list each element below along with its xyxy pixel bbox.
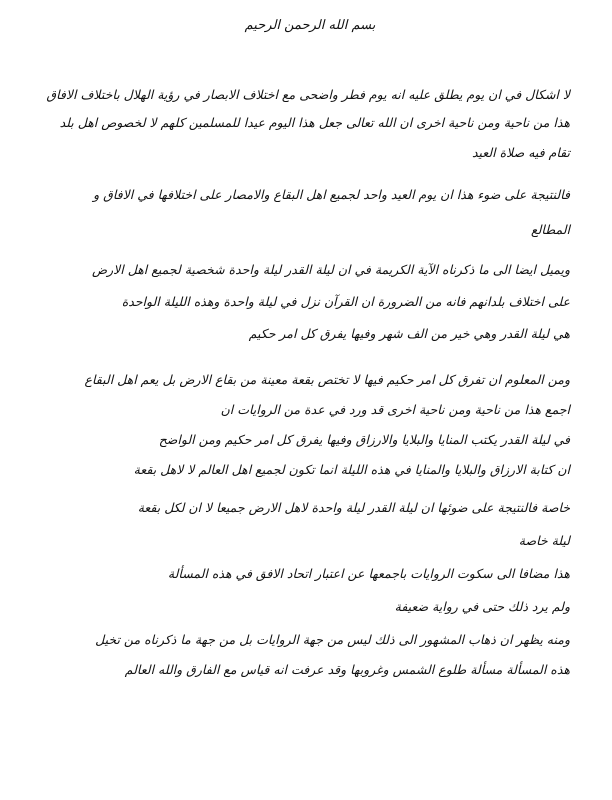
text-line: في ليلة القدر يكتب المنايا والبلايا والارزاق وفيها يفرق كل امر حكيم ومن الواضح [158, 432, 570, 447]
text-line: على اختلاف بلدانهم فانه من الضرورة ان القرآن نزل في ليلة واحدة وهذه الليلة الواحدة [121, 294, 570, 309]
document-heading: بسم الله الرحمن الرحيم [244, 18, 376, 33]
text-line: ومن المعلوم ان تفرق كل امر حكيم فيها لا تختص بقعة معينة من بقاع الارض بل يعم اهل البقاع [84, 372, 570, 387]
text-line: هي ليلة القدر وهي خير من الف شهر وفيها يفرق كل امر حكيم [248, 326, 570, 341]
text-line: ان كتابة الارزاق والبلايا والمنايا في هذه الليلة انما تكون لجميع اهل العالم لا لاهل بقعة [133, 462, 570, 477]
text-line: ولم يرد ذلك حتى في رواية ضعيفة [394, 599, 570, 614]
text-line: فالنتيجة على ضوء هذا ان يوم العيد واحد لجميع اهل البقاع والامصار على اختلافها في الافاق و [93, 187, 570, 202]
text-line: اجمع هذا من ناحية ومن ناحية اخرى قد ورد في عدة من الروايات ان [220, 402, 570, 417]
text-line: ومنه يظهر ان ذهاب المشهور الى ذلك ليس من جهة الروايات بل من جهة ما ذكرناه من تخيل [95, 632, 570, 647]
text-line: ليلة خاصة [518, 533, 570, 548]
text-line: هذا مضافا الى سكوت الروايات باجمعها عن اعتبار اتحاد الافق في هذه المسألة [167, 566, 570, 581]
text-line: ويميل ايضا الى ما ذكرناه الآية الكريمة في ان ليلة القدر ليلة واحدة شخصية لجميع اهل الارض [92, 262, 570, 277]
text-line: هذا من ناحية ومن ناحية اخرى ان الله تعالى جعل هذا اليوم عيدا للمسلمين كلهم لا لخصوص اهل بلد [59, 115, 570, 130]
text-line: تقام فيه صلاة العيد [472, 145, 570, 160]
text-line: هذه المسألة مسألة طلوع الشمس وغروبها وقد عرفت انه قياس مع الفارق والله العالم [124, 662, 570, 677]
text-line: خاصة فالنتيجة على ضوئها ان ليلة القدر ليلة واحدة لاهل الارض جميعا لا ان لكل بقعة [137, 500, 570, 515]
text-line: لا اشكال في ان يوم يطلق عليه انه يوم فطر واضحى مع اختلاف الابصار في رؤية الهلال باختلاف الافاق [46, 87, 570, 102]
text-line: المطالع [530, 222, 570, 237]
